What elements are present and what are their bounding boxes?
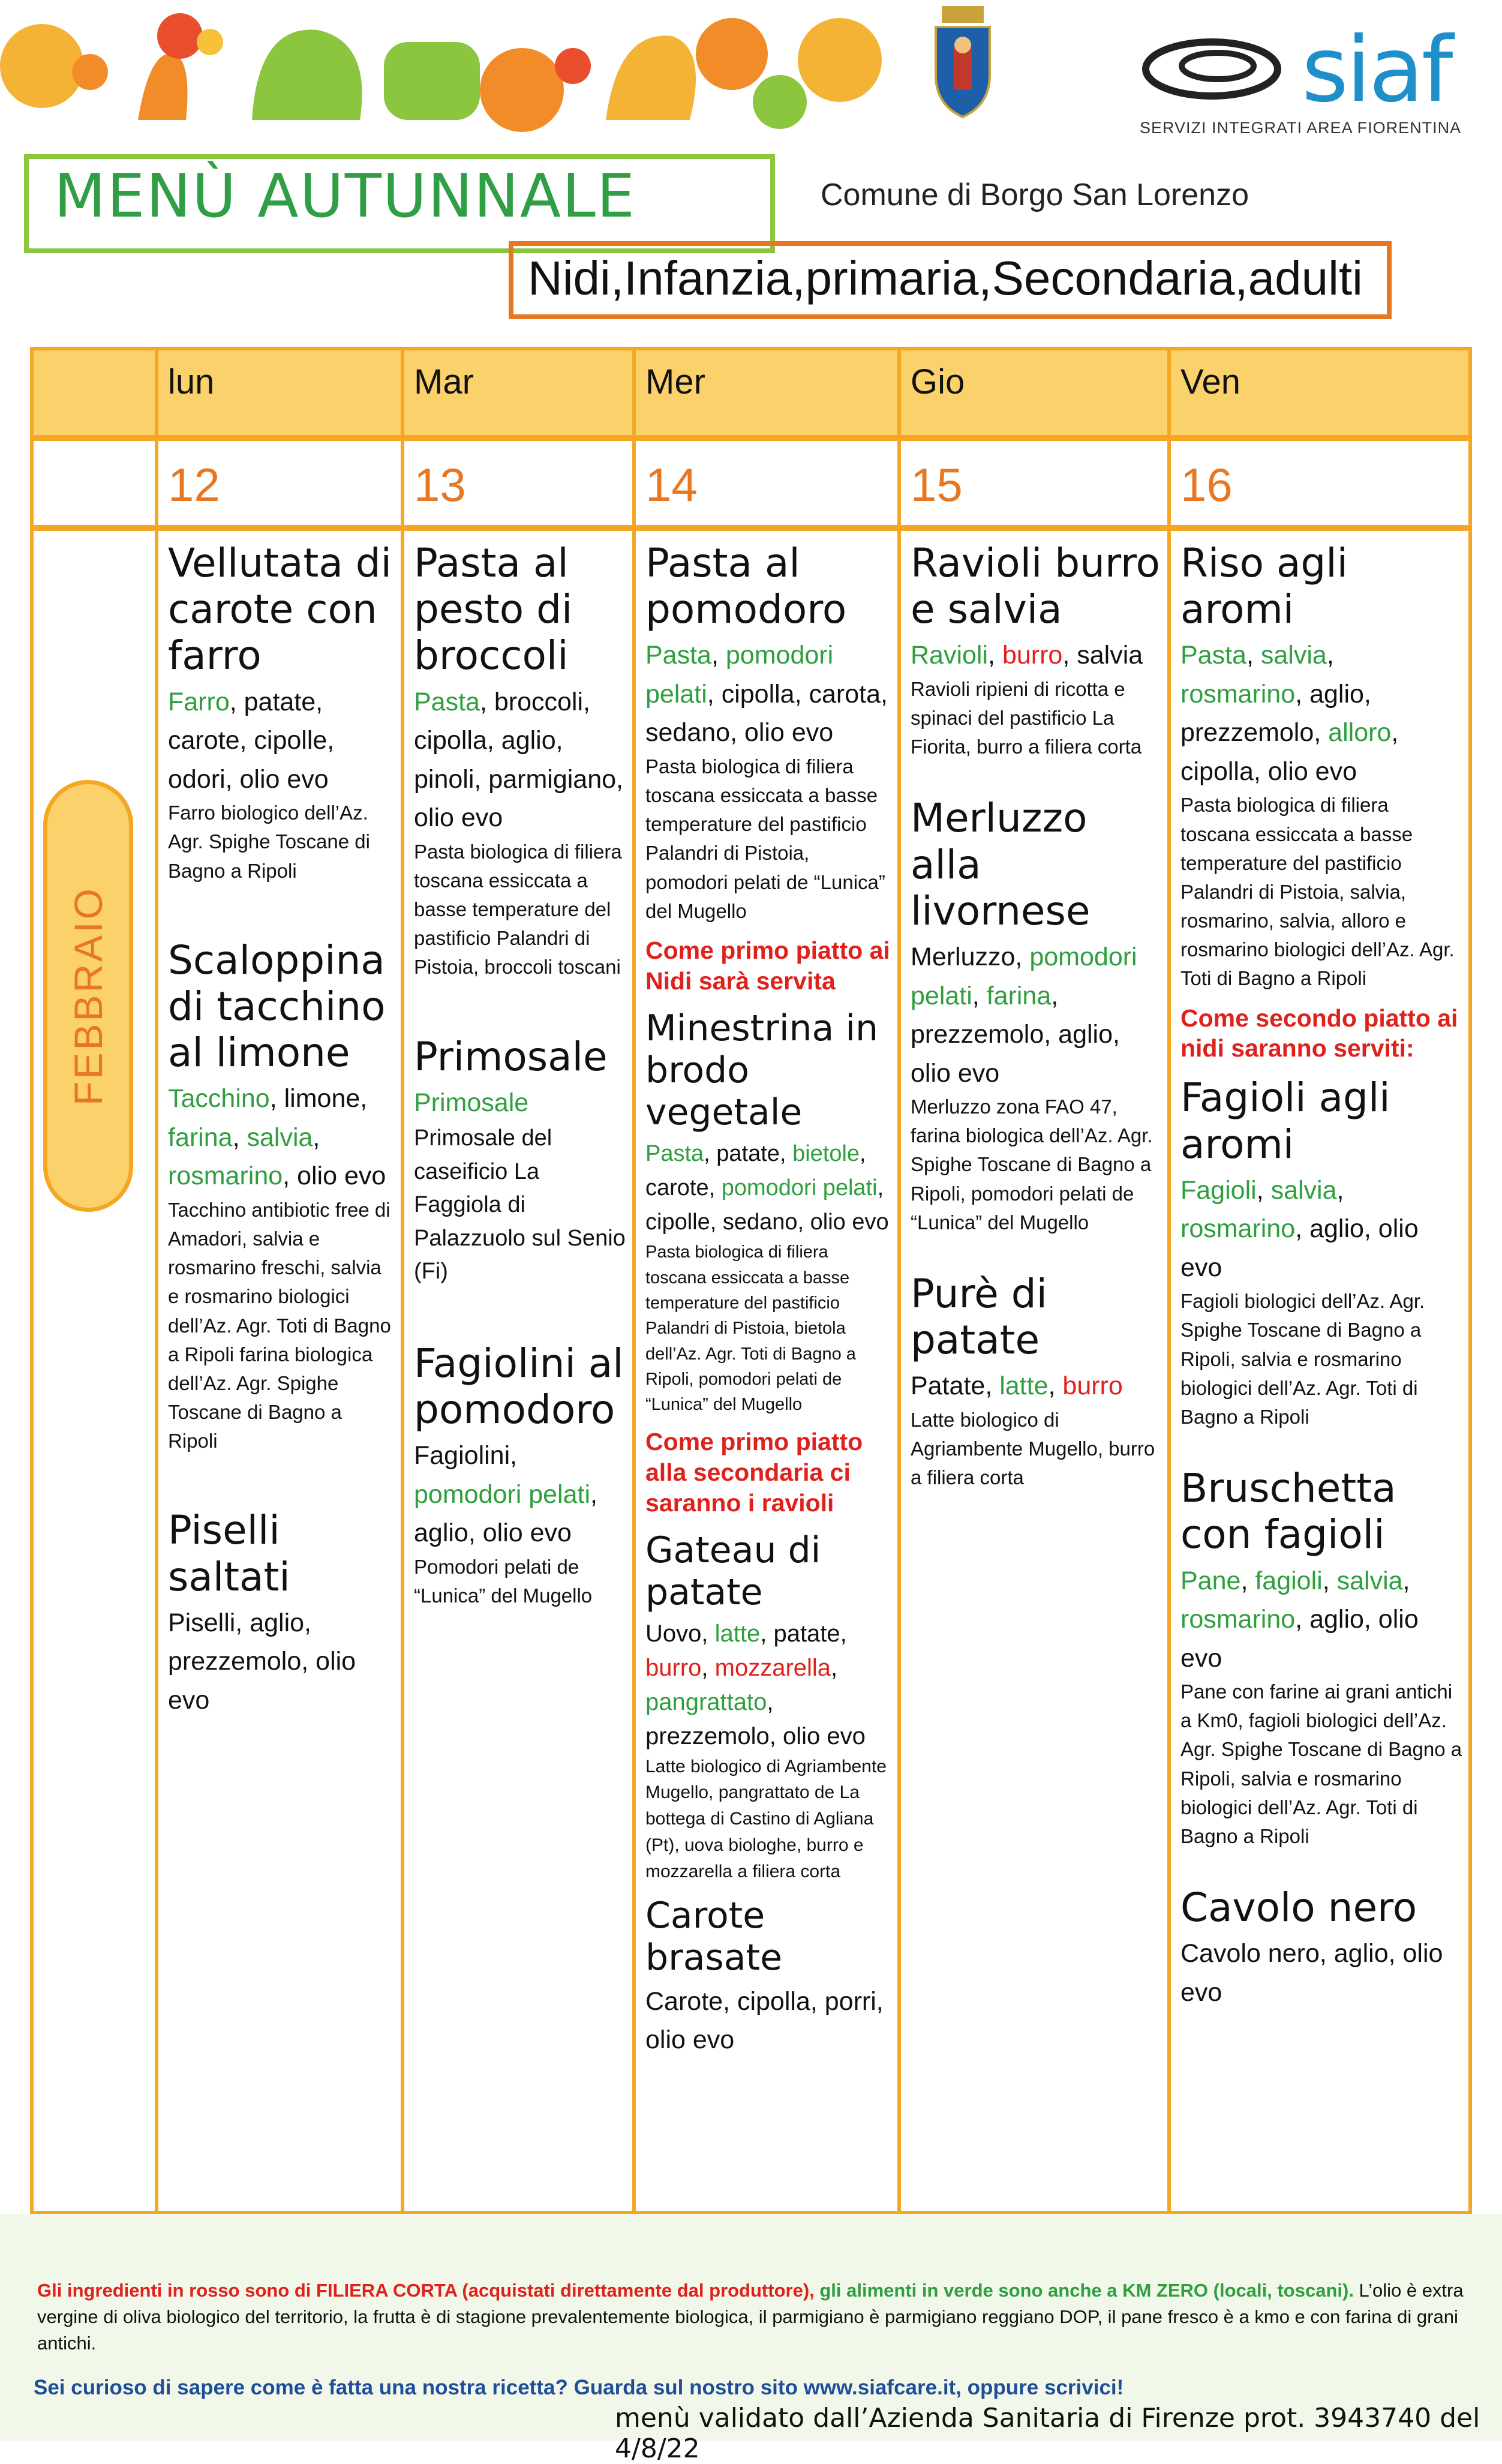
target-audience: Nidi,Infanzia,primaria,Secondaria,adulti (528, 251, 1363, 305)
day-header-corner (30, 347, 155, 437)
dish-title: Fagiolini al pomodoro (414, 1340, 624, 1433)
legend-rest: L’olio è extra vergine di oliva biologico del territorio, la frutta è di stagione prevalentemente biologica, il parmigiano è parmigiano reggiano DOP, il pane fresco è a kmo e con farina di grani antichi. (37, 2280, 1464, 2354)
grid-line (401, 347, 404, 2216)
dish-title: Carote brasate (645, 1894, 782, 1979)
dish-notes: Pasta biologica di filiera toscana essiccata a basse temperature del pastificio Palandri di Pistoia, salvia, rosmarino, salvia, alloro e rosmarino biologici dell’Az. Agr. Toti di Bagno a Ripoli (1180, 794, 1455, 990)
month-text: FEBBRAIO (66, 886, 110, 1106)
dish-title: Primosale (414, 1033, 608, 1080)
grid-line (30, 525, 1472, 531)
dish-ingredients: Pasta, pomodori pelati, cipolla, carota, sedano, olio evo (645, 641, 888, 748)
dish-ingredients: Primosale (414, 1088, 529, 1117)
grid-line (1468, 347, 1472, 2216)
spacer (1180, 1860, 1462, 1884)
page-title: MENÙ AUTUNNALE (54, 161, 636, 231)
dish-title: Riso agli aromi (1180, 540, 1348, 633)
siaf-brand-text: siaf (1302, 18, 1451, 122)
validation-note: menù validato dall’Azienda Sanitaria di Firenze prot. 3943740 del 4/8/22 (615, 2403, 1480, 2464)
municipality-name: Comune di Borgo San Lorenzo (821, 178, 1249, 212)
spacer (1180, 1441, 1462, 1465)
month-label (43, 780, 133, 1212)
dish-ingredients: Pane, fagioli, salvia, rosmarino, aglio, olio evo (1180, 1566, 1419, 1673)
dish-ingredients: Merluzzo, pomodori pelati, farina, prezzemolo, aglio, olio evo (911, 943, 1137, 1088)
date-monday: 12 (168, 458, 220, 511)
dish-ingredients: Pasta, patate, bietole, carote, pomodori pelati, cipolle, sedano, olio evo (645, 1141, 889, 1235)
spacer (911, 1247, 1162, 1271)
date-friday: 16 (1180, 458, 1233, 511)
dish-notes: Merluzzo zona FAO 47, farina biologica dell’Az. Agr. Spighe Toscane di Bagno a Ripoli, pomodori pelati de “Lunica” del Mugello (911, 1096, 1153, 1233)
notice-nidi: Come secondo piatto ai nidi saranno serviti: (1180, 1004, 1458, 1063)
menu-column-tuesday (414, 540, 630, 1620)
siaf-logo (1140, 18, 1476, 138)
grid-line (1167, 347, 1171, 2216)
dish-notes: Pasta biologica di filiera toscana essiccata a basse temperature del pastificio Palandri di Pistoia, broccoli toscani (414, 840, 622, 979)
day-name-friday: Ven (1180, 362, 1240, 401)
dish-title: Pasta al pomodoro (645, 540, 847, 633)
dish-ingredients: Fagiolini, pomodori pelati, aglio, olio evo (414, 1441, 597, 1548)
dish-title: Bruschetta con fagioli (1180, 1465, 1396, 1558)
siaf-swirl-icon (1140, 30, 1284, 108)
dish-title: Pasta al pesto di broccoli (414, 540, 573, 679)
legend-red: Gli ingredienti in rosso sono di FILIERA CORTA (acquistati direttamente dal produttore), (37, 2280, 815, 2301)
dish-ingredients: Fagioli, salvia, rosmarino, aglio, olio evo (1180, 1175, 1419, 1282)
dish-notes: Fagioli biologici dell’Az. Agr. Spighe Toscane di Bagno a Ripoli, salvia e rosmarino biologici dell’Az. Agr. Toti di Bagno a Ripoli (1180, 1290, 1425, 1428)
grid-line (30, 347, 34, 2216)
dish-notes: Primosale del caseificio La Faggiola di Palazzuolo sul Senio (Fi) (414, 1126, 626, 1284)
dish-ingredients: Ravioli, burro, salvia (911, 641, 1143, 670)
menu-column-monday (168, 540, 396, 1719)
dish-title: Purè di patate (911, 1270, 1047, 1364)
dish-ingredients: Patate, latte, burro (911, 1371, 1123, 1401)
dish-title: Gateau di patate (645, 1529, 821, 1614)
dish-notes: Latte biologico di Agriambente Mugello, pangrattato de La bottega di Castino di Agliana (Pt), uova biologhe, burro e mozzarella a filiera corta (645, 1756, 887, 1881)
spacer (911, 771, 1162, 795)
grid-line (155, 347, 158, 2216)
grid-line (30, 435, 1472, 441)
dish-notes: Tacchino antibiotic free di Amadori, salvia e rosmarino freschi, salvia e rosmarino biologici dell’Az. Agr. Toti di Bagno a Ripoli farina biologica dell’Az. Agr. Spighe Toscane di Bagno a Ripoli (168, 1198, 391, 1452)
grid-line (30, 347, 1472, 350)
menu-column-friday (1180, 540, 1462, 2012)
siaf-subtitle: SERVIZI INTEGRATI AREA FIORENTINA (1140, 119, 1462, 137)
dish-notes: Ravioli ripieni di ricotta e spinaci del pastificio La Fiorita, burro a filiera corta (911, 677, 1142, 758)
dish-notes: Pane con farine ai grani antichi a Km0, fagioli biologici dell’Az. Agr. Spighe Toscane di Bagno a Ripoli, salvia e rosmarino biologici dell’Az. Agr. Toti di Bagno a Ripoli (1180, 1680, 1462, 1847)
recipe-link[interactable]: Sei curioso di sapere come è fatta una nostra ricetta? Guarda sul nostro sito www.siafcare.it, oppure scrivici! (34, 2376, 1124, 2399)
day-name-thursday: Gio (911, 362, 965, 401)
decorative-fruit-banner (0, 0, 912, 144)
dish-ingredients: Pasta, salvia, rosmarino, aglio, prezzemolo, alloro, cipolla, olio evo (1180, 641, 1399, 786)
dish-ingredients: Uovo, latte, patate, burro, mozzarella, pangrattato, prezzemolo, olio evo (645, 1620, 866, 1749)
dish-ingredients: Tacchino, limone, farina, salvia, rosmarino, olio evo (168, 1084, 386, 1191)
spacer (168, 1465, 396, 1507)
footer-legend (37, 2277, 1471, 2357)
dish-notes: Latte biologico di Agriambente Mugello, burro a filiera corta (911, 1408, 1155, 1489)
menu-column-wednesday (645, 540, 891, 2060)
dish-ingredients: Farro, patate, carote, cipolle, odori, olio evo (168, 687, 335, 794)
dish-ingredients: Cavolo nero, aglio, olio evo (1180, 1939, 1443, 2007)
grid-line (632, 347, 636, 2216)
dish-title: Fagioli agli aromi (1180, 1075, 1390, 1168)
dish-title: Cavolo nero (1180, 1884, 1417, 1931)
dish-ingredients: Piselli, aglio, prezzemolo, olio evo (168, 1608, 356, 1715)
legend-green: gli alimenti in verde sono anche a KM ZERO (locali, toscani). (814, 2280, 1354, 2301)
day-header-band (155, 347, 1472, 437)
dish-title: Scaloppina di tacchino al limone (168, 937, 386, 1076)
date-wednesday: 14 (645, 458, 698, 511)
date-tuesday: 13 (414, 458, 466, 511)
spacer (414, 1298, 630, 1340)
dish-notes: Pomodori pelati de “Lunica” del Mugello (414, 1555, 593, 1607)
dish-notes: Farro biologico dell’Az. Agr. Spighe Toscane di Bagno a Ripoli (168, 802, 370, 882)
dish-ingredients: Carote, cipolla, porri, olio evo (645, 1986, 884, 2055)
day-name-tuesday: Mar (414, 362, 474, 401)
dish-title: Piselli saltati (168, 1507, 290, 1600)
spacer (168, 895, 396, 937)
grid-line (897, 347, 901, 2216)
dish-title: Merluzzo alla livornese (911, 795, 1091, 934)
date-thursday: 15 (911, 458, 963, 511)
dish-ingredients: Pasta, broccoli, cipolla, aglio, pinoli, parmigiano, olio evo (414, 687, 623, 833)
dish-title: Ravioli burro e salvia (911, 540, 1161, 633)
dish-title: Vellutata di carote con farro (168, 540, 392, 679)
dish-title: Minestrina in brodo vegetale (645, 1007, 879, 1133)
day-name-wednesday: Mer (645, 362, 705, 401)
notice-nidi: Come primo piatto ai Nidi sarà servita (645, 936, 890, 995)
spacer (414, 992, 630, 1034)
dish-notes: Pasta biologica di filiera toscana essiccata a basse temperature del pastificio Palandri di Pistoia, bietola dell’Az. Agr. Toti di Bagno a Ripoli, pomodori pelati de “Lunica” del Mugello (645, 1242, 856, 1415)
menu-column-thursday (911, 540, 1162, 1502)
municipal-crest-icon (927, 6, 999, 123)
notice-secondaria: Come primo piatto alla secondaria ci saranno i ravioli (645, 1428, 863, 1517)
day-name-monday: lun (168, 362, 215, 401)
dish-notes: Pasta biologica di filiera toscana essiccata a basse temperature del pastificio Palandri di Pistoia, pomodori pelati de “Lunica” del Mugello (645, 755, 885, 922)
